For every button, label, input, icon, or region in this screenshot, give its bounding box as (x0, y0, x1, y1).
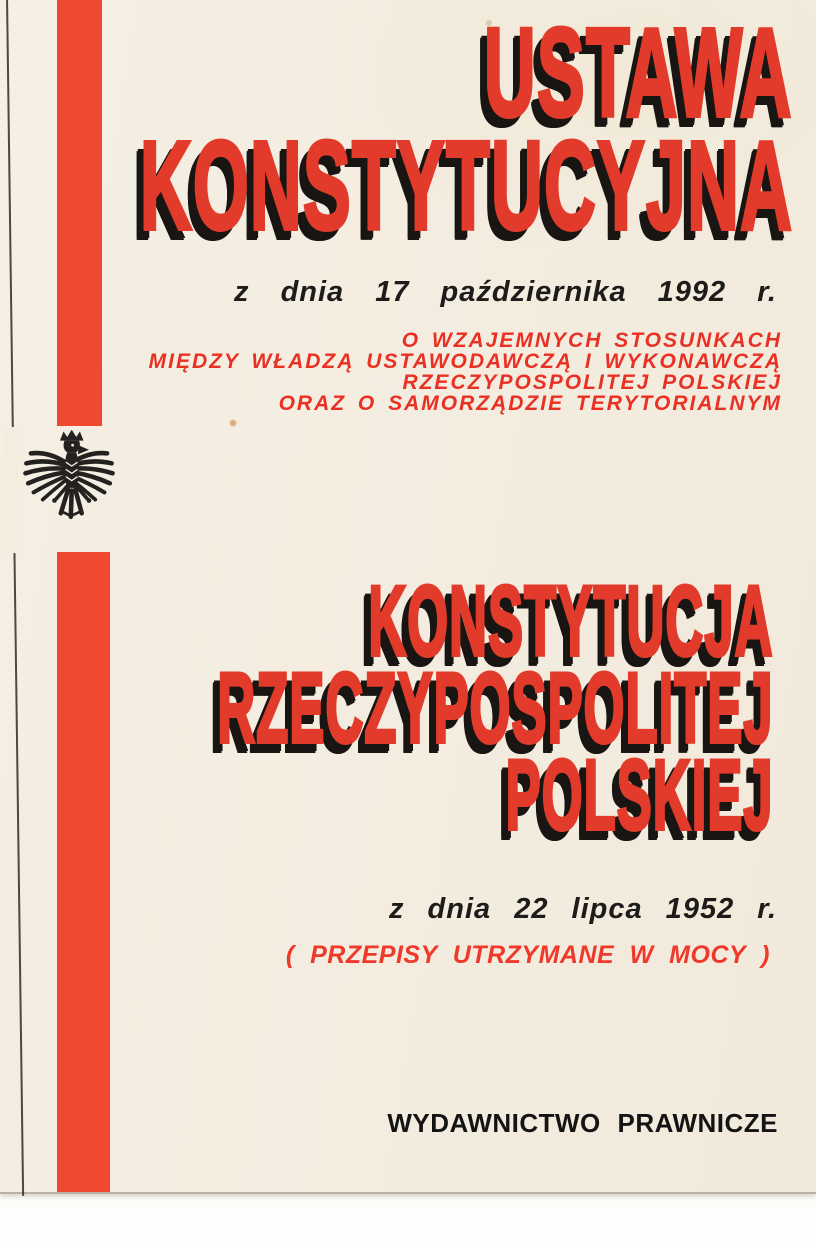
publisher-imprint: WYDAWNICTWO PRAWNICZE (387, 1108, 778, 1138)
polish-eagle-emblem (20, 424, 118, 548)
top-title-line-2: KONSTYTUCYJNA (139, 115, 793, 256)
main-title-line-1: KONSTYTUCJA (368, 565, 774, 676)
top-title (0, 2, 793, 256)
subtitle-line-2: MIĘDZY WŁADZĄ USTAWODAWCZĄ I WYKONAWCZĄ (148, 350, 782, 373)
subtitle-line-3: RZECZYPOSPOLITEJ POLSKIEJ (402, 371, 782, 394)
cover-edge-gap (2, 427, 18, 553)
subtitle-line-4: ORAZ O SAMORZĄDZIE TERYTORIALNYM (278, 392, 782, 415)
crown-icon (60, 430, 84, 441)
main-title-line-2: RZECZYPOSPOLITEJ (217, 652, 774, 763)
subtitle-line-1: O WZAJEMNYCH STOSUNKACH (401, 329, 782, 352)
top-date: z dnia 17 października 1992 r. (234, 276, 777, 308)
main-title-line-3: POLSKIEJ (506, 739, 774, 850)
note-in-force: ( PRZEPISY UTRZYMANE W MOCY ) (285, 941, 770, 969)
top-title-line-1: USTAWA (484, 2, 793, 143)
main-date: z dnia 22 lipca 1952 r. (389, 893, 777, 925)
subtitle-block (149, 330, 782, 414)
main-title (0, 565, 774, 850)
